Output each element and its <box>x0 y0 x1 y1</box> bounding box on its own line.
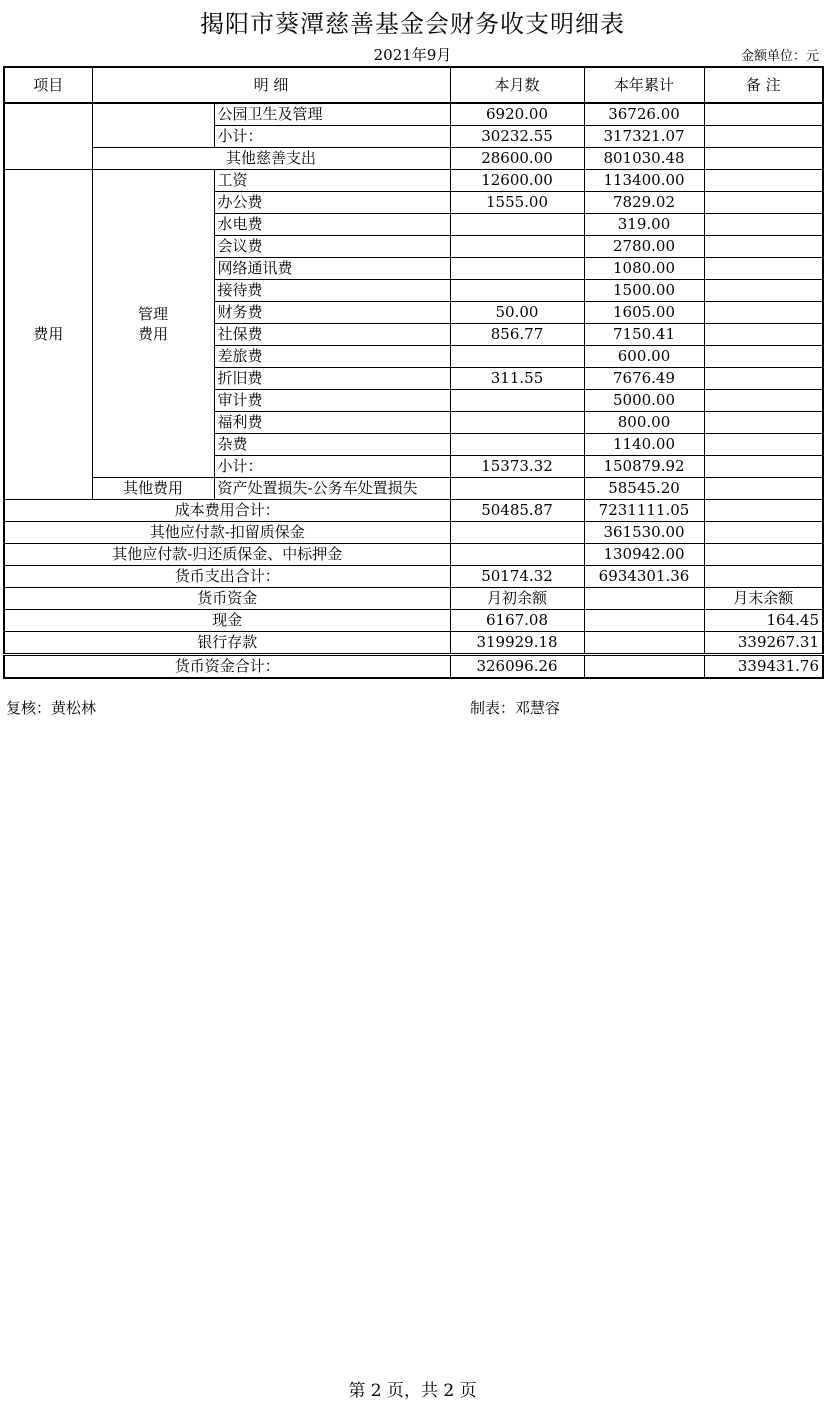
note-cell <box>704 390 823 412</box>
header-item: 项目 <box>4 67 92 103</box>
detail-cell: 福利费 <box>214 412 450 434</box>
year-cell: 36726.00 <box>584 103 704 126</box>
month-cell: 311.55 <box>450 368 584 390</box>
table-row <box>4 478 823 500</box>
subcat-cell-blank <box>92 103 214 148</box>
table-row <box>4 522 823 544</box>
finance-table-wrapper <box>3 66 822 679</box>
year-cell: 1605.00 <box>584 302 704 324</box>
table-header-row <box>4 67 823 103</box>
year-cell: 7676.49 <box>584 368 704 390</box>
header-detail: 明 细 <box>92 67 450 103</box>
year-cell: 113400.00 <box>584 170 704 192</box>
cash-label: 银行存款 <box>4 632 450 655</box>
month-cell: 856.77 <box>450 324 584 346</box>
cash-close-header: 月末余额 <box>704 588 823 610</box>
month-cell <box>450 390 584 412</box>
note-cell <box>704 214 823 236</box>
note-cell <box>704 302 823 324</box>
note-cell <box>704 346 823 368</box>
finance-table <box>3 66 824 679</box>
year-cell: 801030.48 <box>584 148 704 170</box>
cash-blank-cell <box>584 588 704 610</box>
currency-unit: 金额单位：元 <box>740 49 819 64</box>
table-row <box>4 148 823 170</box>
table-row <box>4 544 823 566</box>
detail-cell: 接待费 <box>214 280 450 302</box>
month-cell: 1555.00 <box>450 192 584 214</box>
header-month: 本月数 <box>450 67 584 103</box>
year-cell: 361530.00 <box>584 522 704 544</box>
summary-label: 成本费用合计： <box>4 500 450 522</box>
month-cell: 15373.32 <box>450 456 584 478</box>
cash-total-open: 326096.26 <box>450 655 584 679</box>
cash-blank-cell <box>584 632 704 655</box>
month-cell <box>450 434 584 456</box>
cash-header-label: 货币资金 <box>4 588 450 610</box>
month-cell: 28600.00 <box>450 148 584 170</box>
cash-close-cell: 339267.31 <box>704 632 823 655</box>
cash-close-cell: 164.45 <box>704 610 823 632</box>
note-cell <box>704 478 823 500</box>
report-title: 揭阳市葵潭慈善基金会财务收支明细表 <box>200 10 625 38</box>
detail-cell: 水电费 <box>214 214 450 236</box>
note-cell <box>704 148 823 170</box>
month-cell <box>450 412 584 434</box>
mgmt-label-line2: 费用 <box>137 324 168 343</box>
cash-blank-cell <box>584 655 704 679</box>
month-cell: 50485.87 <box>450 500 584 522</box>
year-cell: 150879.92 <box>584 456 704 478</box>
table-row <box>4 170 823 192</box>
expense-category-cell: 费用 <box>4 170 92 500</box>
month-cell <box>450 214 584 236</box>
month-cell <box>450 346 584 368</box>
note-cell <box>704 566 823 588</box>
detail-cell: 网络通讯费 <box>214 258 450 280</box>
year-cell: 2780.00 <box>584 236 704 258</box>
detail-cell: 差旅费 <box>214 346 450 368</box>
note-cell <box>704 522 823 544</box>
month-cell <box>450 280 584 302</box>
summary-label: 其他应付款-扣留质保金 <box>4 522 450 544</box>
table-row <box>4 610 823 632</box>
year-cell: 1140.00 <box>584 434 704 456</box>
preparer-signature: 制表：邓慧容 <box>470 699 561 717</box>
cash-open-header: 月初余额 <box>450 588 584 610</box>
month-cell: 6920.00 <box>450 103 584 126</box>
note-cell <box>704 500 823 522</box>
table-row <box>4 632 823 655</box>
detail-cell: 办公费 <box>214 192 450 214</box>
page-number: 第 2 页，共 2 页 <box>348 1381 477 1401</box>
management-expense-cell <box>92 170 214 478</box>
other-expense-cell: 其他费用 <box>92 478 214 500</box>
note-cell <box>704 103 823 126</box>
year-cell: 7150.41 <box>584 324 704 346</box>
detail-cell: 会议费 <box>214 236 450 258</box>
year-cell: 800.00 <box>584 412 704 434</box>
detail-cell: 小计： <box>214 126 450 148</box>
cash-open-cell: 6167.08 <box>450 610 584 632</box>
note-cell <box>704 434 823 456</box>
detail-cell: 杂费 <box>214 434 450 456</box>
note-cell <box>704 544 823 566</box>
cash-total-label: 货币资金合计： <box>4 655 450 679</box>
note-cell <box>704 192 823 214</box>
note-cell <box>704 236 823 258</box>
note-cell <box>704 324 823 346</box>
detail-cell: 审计费 <box>214 390 450 412</box>
month-cell: 12600.00 <box>450 170 584 192</box>
cash-total-row <box>4 655 823 679</box>
detail-cell: 社保费 <box>214 324 450 346</box>
report-period: 2021年9月 <box>373 46 452 64</box>
year-cell: 58545.20 <box>584 478 704 500</box>
year-cell: 600.00 <box>584 346 704 368</box>
year-cell: 5000.00 <box>584 390 704 412</box>
month-cell <box>450 522 584 544</box>
detail-cell: 折旧费 <box>214 368 450 390</box>
header-year: 本年累计 <box>584 67 704 103</box>
table-row <box>4 103 823 126</box>
note-cell <box>704 280 823 302</box>
cash-open-cell: 319929.18 <box>450 632 584 655</box>
year-cell: 317321.07 <box>584 126 704 148</box>
year-cell: 7231111.05 <box>584 500 704 522</box>
year-cell: 1500.00 <box>584 280 704 302</box>
summary-label: 其他应付款-归还质保金、中标押金 <box>4 544 450 566</box>
detail-cell: 公园卫生及管理 <box>214 103 450 126</box>
mgmt-label-line1: 管理 <box>137 304 168 323</box>
note-cell <box>704 170 823 192</box>
year-cell: 7829.02 <box>584 192 704 214</box>
detail-cell: 工资 <box>214 170 450 192</box>
month-cell <box>450 478 584 500</box>
note-cell <box>704 258 823 280</box>
note-cell <box>704 456 823 478</box>
year-cell: 6934301.36 <box>584 566 704 588</box>
month-cell: 30232.55 <box>450 126 584 148</box>
month-cell <box>450 544 584 566</box>
year-cell: 319.00 <box>584 214 704 236</box>
month-cell: 50174.32 <box>450 566 584 588</box>
month-cell <box>450 236 584 258</box>
month-cell <box>450 258 584 280</box>
cash-label: 现金 <box>4 610 450 632</box>
summary-label: 货币支出合计： <box>4 566 450 588</box>
cash-header-row <box>4 588 823 610</box>
table-row <box>4 500 823 522</box>
cash-total-close: 339431.76 <box>704 655 823 679</box>
table-row <box>4 566 823 588</box>
header-note: 备 注 <box>704 67 823 103</box>
detail-cell: 财务费 <box>214 302 450 324</box>
cash-blank-cell <box>584 610 704 632</box>
year-cell: 130942.00 <box>584 544 704 566</box>
detail-cell: 小计： <box>214 456 450 478</box>
item-cell-blank <box>4 103 92 170</box>
reviewer-signature: 复核：黄松林 <box>6 699 97 717</box>
note-cell <box>704 126 823 148</box>
month-cell: 50.00 <box>450 302 584 324</box>
detail-cell: 其他慈善支出 <box>92 148 450 170</box>
note-cell <box>704 412 823 434</box>
detail-cell: 资产处置损失-公务车处置损失 <box>214 478 450 500</box>
year-cell: 1080.00 <box>584 258 704 280</box>
note-cell <box>704 368 823 390</box>
